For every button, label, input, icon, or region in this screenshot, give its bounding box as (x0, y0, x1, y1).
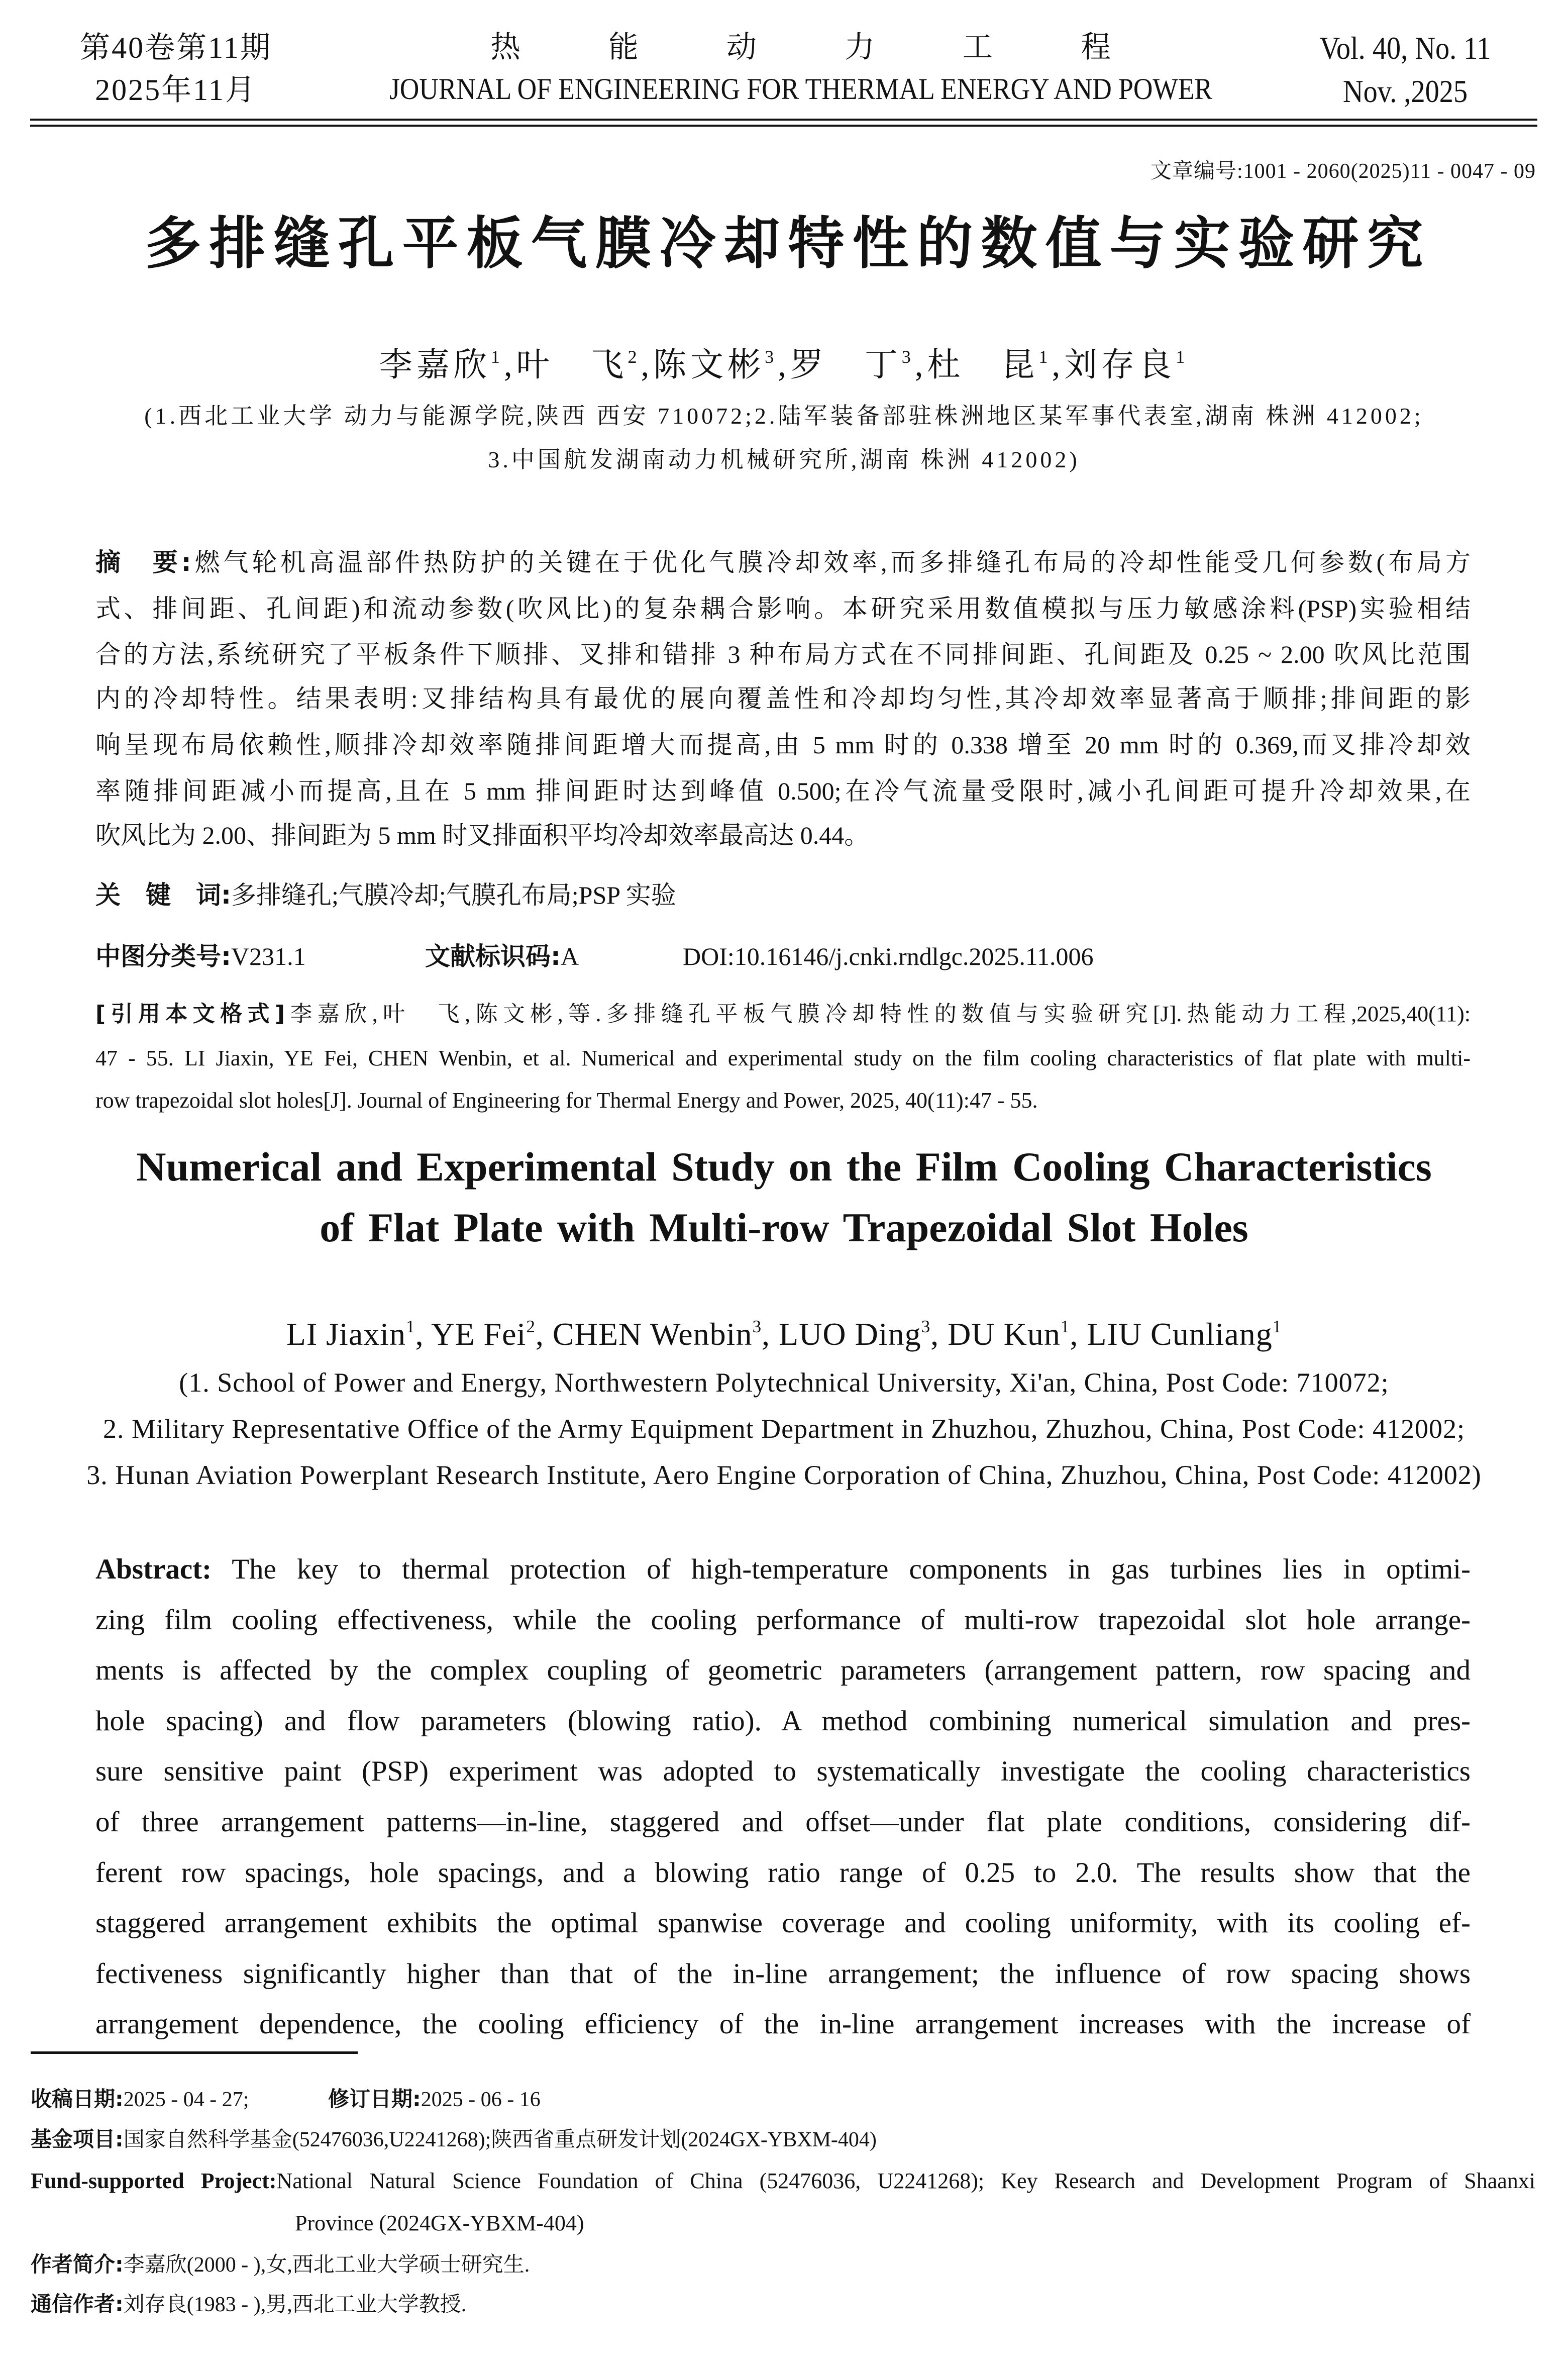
author-en-affiliation-mark: 3 (921, 1316, 931, 1336)
citation-label: [引用本文格式] (95, 1001, 285, 1027)
author-en-name: LUO Ding (779, 1316, 921, 1352)
abstract-cn-line: 式、排间距、孔间距)和流动参数(吹风比)的复杂耦合影响。本研究采用数值模拟与压力敏感涂料(PSP)实验相结 (95, 595, 1471, 623)
author-en-affiliation-mark: 1 (406, 1316, 415, 1336)
corresponding-author-label: 通信作者: (31, 2292, 124, 2316)
abstract-cn-line: 响呈现布局依赖性,顺排冷却效率随排间距增大而提高,由 5 mm 时的 0.338 增至 20 mm 时的 0.369,而叉排冷却效 (95, 731, 1471, 759)
author-separator: , (762, 1316, 779, 1352)
author-cn (379, 347, 504, 383)
author-en (779, 1316, 930, 1352)
author-cn-name: 刘存良 (1064, 347, 1176, 383)
abstract-en-line: zing film cooling effectiveness, while the cooling performance of multi-row trapezoidal slot hole arrange- (95, 1604, 1471, 1636)
abstract-cn-text: 燃气轮机高温部件热防护的关键在于优化气膜冷却效率,而多排缝孔布局的冷却性能受几何参数(布局方 (191, 548, 1471, 576)
abstract-en-line (95, 1555, 1471, 1584)
author-separator: , (503, 347, 516, 383)
title-cn: 多排缝孔平板气膜冷却特性的数值与实验研究 (145, 211, 1431, 276)
author-cn-affiliation-mark: 3 (765, 346, 778, 367)
document-code-label: 文献标识码: (425, 942, 561, 971)
author-bio (31, 2254, 530, 2276)
abstract-en-line: sure sensitive paint (PSP) experiment was adopted to systematically investigate the cooling characteristics (95, 1755, 1471, 1787)
author-separator: , (641, 347, 654, 383)
clc-number (95, 944, 306, 969)
abstract-en-line: ferent row spacings, hole spacings, and a blowing ratio range of 0.25 to 2.0. The results show that the (95, 1857, 1471, 1889)
author-separator: , (778, 347, 790, 383)
author-en (1087, 1316, 1282, 1352)
fund-en-line (31, 2170, 1535, 2192)
header-date-cn: 2025年11月 (95, 73, 257, 107)
author-cn-name: 罗 丁 (790, 347, 902, 383)
affiliation-cn-line: 3.中国航发湖南动力机械研究所,湖南 株洲 412002) (488, 447, 1080, 472)
author-en-affiliation-mark: 1 (1272, 1316, 1282, 1336)
author-cn-affiliation-mark: 1 (1176, 346, 1189, 367)
abstract-en-line: fectiveness significantly higher than that of the in-line arrangement; the influence of row spacing shows (95, 1958, 1471, 1990)
author-cn-name: 叶 飞 (516, 347, 628, 383)
author-cn-affiliation-mark: 2 (628, 346, 641, 367)
affiliation-en-line: 2. Military Representative Office of the Army Equipment Department in Zhuzhou, Zhuzhou, China, Post Code: 412002; (102, 1414, 1465, 1444)
author-en-name: DU Kun (948, 1316, 1061, 1352)
author-en-name: LI Jiaxin (286, 1316, 406, 1352)
author-cn-name: 李嘉欣 (379, 347, 491, 383)
clc-label: 中图分类号: (95, 942, 231, 971)
authors-en (0, 1318, 1568, 1350)
author-separator: , (930, 1316, 948, 1352)
abstract-cn-line: 内的冷却特性。结果表明:叉排结构具有最优的展向覆盖性和冷却均匀性,其冷却效率显著高于顺排;排间距的影 (95, 684, 1471, 713)
fund-en-text: National Natural Science Foundation of China (52476036, U2241268); Key Research and Development Program of Shaanxi (276, 2169, 1535, 2193)
received-date (31, 2089, 249, 2110)
author-en-affiliation-mark: 2 (526, 1316, 536, 1336)
abstract-cn-line: 率随排间距减小而提高,且在 5 mm 排间距时达到峰值 0.500;在冷气流量受限时,减小孔间距可提升冷却效果,在 (95, 777, 1471, 805)
author-en-name: CHEN Wenbin (552, 1316, 753, 1352)
revised-date (328, 2089, 541, 2110)
header-journal-name-cn: 热能动力工程 (490, 31, 1199, 64)
abstract-cn-line: 吹风比为 2.00、排间距为 5 mm 时叉排面积平均冷却效率最高达 0.44。 (95, 821, 870, 849)
affiliation-en-line: 3. Hunan Aviation Powerplant Research Institute, Aero Engine Corporation of China, Zhuzhou, China, Post Code: 412002) (86, 1460, 1482, 1490)
author-cn (927, 347, 1052, 383)
author-cn-affiliation-mark: 1 (490, 346, 504, 367)
author-en (948, 1316, 1070, 1352)
document-code (425, 944, 579, 969)
citation-line: row trapezoidal slot holes[J]. Journal of Engineering for Thermal Energy and Power, 2025, 40(11):47 - 55. (95, 1088, 1038, 1113)
fund-cn-label: 基金项目: (31, 2127, 124, 2151)
author-cn-name: 陈文彬 (653, 347, 765, 383)
abstract-cn-line (95, 550, 1471, 575)
author-en (553, 1316, 762, 1352)
footnote-rule (31, 2051, 358, 2054)
author-cn (653, 347, 778, 383)
author-cn-name: 杜 昆 (927, 347, 1039, 383)
keywords-label: 关 键 词: (95, 880, 231, 910)
author-cn-affiliation-mark: 1 (1038, 346, 1052, 367)
abstract-en-line: of three arrangement patterns—in-line, staggered and offset—under flat plate conditions, considering dif- (95, 1806, 1471, 1838)
authors-cn (0, 346, 1568, 383)
abstract-en-line: hole spacing) and flow parameters (blowing ratio). A method combining numerical simulation and pres- (95, 1705, 1471, 1737)
abstract-cn-line: 合的方法,系统研究了平板条件下顺排、叉排和错排 3 种布局方式在不同排间距、孔间距及 0.25 ~ 2.00 吹风比范围 (95, 640, 1471, 668)
affiliation-cn-line: (1.西北工业大学 动力与能源学院,陕西 西安 710072;2.陆军装备部驻株洲地区某军事代表室,湖南 株洲 412002; (144, 403, 1424, 429)
abstract-en-line: ments is affected by the complex coupling of geometric parameters (arrangement pattern, row spacing and (95, 1654, 1471, 1686)
header-date-en: Nov. ,2025 (1342, 73, 1468, 109)
fund-cn-value: 国家自然科学基金(52476036,U2241268);陕西省重点研发计划(2024GX-YBXM-404) (123, 2128, 877, 2151)
author-cn-affiliation-mark: 3 (901, 346, 915, 367)
corresponding-author-text: 刘存良(1983 - ),男,西北工业大学教授. (123, 2293, 467, 2316)
abstract-en-line: staggered arrangement exhibits the optimal spanwise coverage and cooling uniformity, with its cooling ef- (95, 1907, 1471, 1939)
revised-date-label: 修订日期: (328, 2087, 421, 2111)
header-rule-bottom (30, 125, 1537, 127)
title-en-line: of Flat Plate with Multi-row Trapezoidal Slot Holes (320, 1205, 1248, 1250)
header-volume-issue-cn: 第40卷第11期 (80, 31, 272, 64)
keywords-text: 多排缝孔;气膜冷却;气膜孔布局;PSP 实验 (231, 881, 676, 909)
title-en-line: Numerical and Experimental Study on the Film Cooling Characteristics (136, 1144, 1432, 1190)
doi-label: DOI: (683, 942, 735, 970)
header-rule-top (30, 119, 1537, 121)
affiliation-en-line: (1. School of Power and Energy, Northwestern Polytechnical University, Xi'an, China, Post Code: 710072; (179, 1367, 1389, 1398)
author-en-name: YE Fei (431, 1316, 527, 1352)
author-en (286, 1316, 415, 1352)
doi-value: 10.16146/j.cnki.rndlgc.2025.11.006 (734, 942, 1094, 970)
author-en (431, 1316, 536, 1352)
abstract-en-text: The key to thermal protection of high-temperature components in gas turbines lies in optimi- (232, 1553, 1471, 1585)
document-code-value: A (561, 942, 579, 970)
article-number: 文章编号:1001 - 2060(2025)11 - 0047 - 09 (1150, 160, 1536, 183)
fund-en-line: Province (2024GX-YBXM-404) (295, 2211, 584, 2235)
citation-text: 李嘉欣,叶 飞,陈文彬,等.多排缝孔平板气膜冷却特性的数值与实验研究[J].热能动力工程,2025,40(11): (285, 1002, 1471, 1026)
header-volume-issue-en: Vol. 40, No. 11 (1319, 30, 1491, 66)
author-cn (790, 347, 915, 383)
corresponding-author (31, 2294, 466, 2315)
author-en-affiliation-mark: 1 (1060, 1316, 1070, 1336)
revised-date-value: 2025 - 06 - 16 (421, 2088, 541, 2111)
abstract-en-line: arrangement dependence, the cooling efficiency of the in-line arrangement increases with the increase of (95, 2008, 1471, 2040)
author-en-affiliation-mark: 3 (752, 1316, 762, 1336)
received-date-label: 收稿日期: (31, 2087, 124, 2111)
fund-en-label: Fund-supported Project: (31, 2169, 277, 2193)
abstract-en-label: Abstract: (95, 1553, 212, 1585)
doi (683, 944, 1094, 969)
author-separator: , (1070, 1316, 1087, 1352)
citation-line (95, 1003, 1471, 1025)
author-separator: , (914, 347, 927, 383)
author-bio-text: 李嘉欣(2000 - ),女,西北工业大学硕士研究生. (123, 2253, 530, 2277)
received-date-value: 2025 - 04 - 27; (123, 2088, 249, 2111)
author-cn (1064, 347, 1189, 383)
clc-value: V231.1 (231, 942, 306, 970)
author-separator: , (1052, 347, 1065, 383)
header-journal-name-en: JOURNAL OF ENGINEERING FOR THERMAL ENERGY AND POWER (389, 72, 1213, 106)
author-cn (516, 347, 641, 383)
author-separator: , (415, 1316, 432, 1352)
abstract-cn-label: 摘 要: (95, 548, 191, 577)
fund-cn (31, 2129, 877, 2150)
citation-line: 47 - 55. LI Jiaxin, YE Fei, CHEN Wenbin, et al. Numerical and experimental study on the film cooling characteristics of flat plate with multi- (95, 1046, 1471, 1070)
author-en-name: LIU Cunliang (1087, 1316, 1273, 1352)
author-bio-label: 作者简介: (31, 2252, 124, 2277)
author-separator: , (535, 1316, 553, 1352)
keywords-cn (95, 882, 676, 908)
